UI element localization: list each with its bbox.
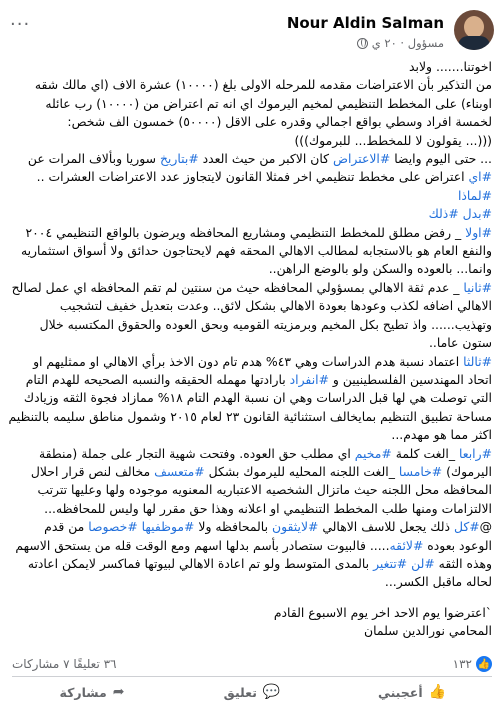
hashtag-link[interactable]: #مخيم — [354, 445, 392, 461]
hashtag-link[interactable]: #موظفيها — [141, 519, 195, 535]
hashtag-link[interactable]: #اي — [468, 169, 492, 185]
text-span: ... حتى اليوم وايضا — [390, 151, 492, 167]
text-span: اعتماد نسبة هدم الدراسات وهي ٤٣% هدم تام دون الاخذ برأي الاهالي او ممثليهم او اتحاد المهندسين الفلسطينيين و — [33, 353, 492, 387]
reactions-count: ١٣٢ — [452, 657, 472, 671]
post-meta — [357, 36, 444, 50]
text-span: ذلك يجعل للاسف الاهالي — [318, 519, 454, 535]
post-paragraph — [8, 279, 492, 353]
text-span: بالمدى المتوسط ولو تم اعادة الاهالي لبيوتها فماكسر لايمكن اعادته لحاله ماقبل الكسر... — [27, 555, 492, 590]
post-paragraph — [8, 555, 492, 592]
comment-label: تعليق — [223, 684, 257, 700]
hashtag-link[interactable]: #بتاريخ — [159, 151, 199, 167]
text-span: اي مطلب حق العوده. وفتحت شهية التجار على جملة (منطقة اليرموك) — [38, 445, 492, 479]
comments-shares-count[interactable]: ٣٦ تعليقًا ٧ مشاركات — [12, 657, 117, 671]
hashtag-link[interactable]: #ذلك — [428, 206, 459, 222]
divider — [12, 676, 492, 677]
post-paragraph: (((... يقولون لا للمخطط... للبرموك))) — [294, 132, 492, 148]
post-paragraph — [8, 518, 492, 555]
text-span: @ — [479, 519, 492, 535]
text-span: من قدم الوعود بعوده — [44, 519, 492, 553]
like-icon: 👍 — [428, 684, 447, 700]
share-label: مشاركة — [59, 684, 107, 700]
action-bar — [12, 678, 492, 706]
more-options-icon[interactable]: ··· — [10, 14, 31, 35]
text-span: _الغت كلمة — [391, 445, 459, 461]
text-span: _ رفض مطلق للمخطط التنظيمي ومشاريع المحافظه ويرضون بالواقع التنظيمي ٢٠٠٤ والنفع العام هو بالاستجابه لمطالب الاهالي المحقه فهم لايحتاجون حدائق ولا أسواق استثماريه وانما... بالعوده والسكن ولو بالوضع الراهن.. — [20, 224, 492, 277]
share-icon: ➦ — [112, 684, 125, 700]
like-reaction-icon: 👍 — [476, 656, 492, 672]
text-span: اعتراض على مخطط تنظيمي اخر فمثلا القانون لايتجاوز عدد الاعتراضات العشرات .. — [36, 169, 469, 185]
post-paragraph — [8, 224, 492, 279]
hashtag-link[interactable]: #لن — [411, 555, 435, 571]
like-label: أعجبني — [377, 684, 423, 700]
hashtag-link[interactable]: #كل — [453, 519, 480, 535]
text-span: سوريا وبألاف المرات عن — [27, 151, 160, 167]
hashtag-link[interactable]: #انفراد — [289, 371, 329, 387]
hashtag-link[interactable]: #ثالثا — [463, 353, 492, 369]
text-span: بارادتها مهمله الحقيقه والنسبه الصحيحه للهدم التام التي توصلت هي لها قبل الدراسات وهي ان نسبة الهدم التام ١٨% ممازاد فجوة الثقه وزيادك مساحة تطبيق التنظيم بمايخالف استثنائية القانون ٢٣ لعام ٢٠١٥ وشمول مناطق سليمه بالتنظيم اكثر مما هو مهدم... — [8, 371, 492, 443]
share-button[interactable] — [12, 678, 172, 706]
hashtag-link[interactable]: #لائقه — [389, 537, 424, 553]
post-paragraph: `اعترضوا يوم الاحد اخر يوم الاسبوع القادم — [273, 604, 492, 620]
text-span: مخالف لنص قرار احلال المحافظه محل اللجنه حيث ماتزال الشخصيه الاعتباريه المعنويه موجوده ولها وعليها تترتب الالتزامات ومنها طلب المخطط التنظيمي او اعلانه وهذا حق مقرر لها وليس للمحافظه... — [30, 463, 492, 516]
hashtag-link[interactable]: #خصوصا — [88, 519, 138, 535]
globe-icon — [357, 38, 368, 49]
post-paragraph: اخوتنا....... ولابد — [409, 59, 492, 74]
post-stats — [12, 656, 492, 676]
text-span: ..... فالبيوت ستصادر بأسم بدلها اسهم ومع الوقت قله من يستحق الاسهم — [15, 537, 390, 553]
hashtag-link[interactable]: #بدل — [462, 206, 492, 222]
hashtag-link[interactable]: #تتغير — [373, 555, 408, 571]
hashtag-link[interactable]: #خامسا — [398, 463, 443, 479]
post-paragraph — [8, 353, 492, 445]
hashtag-link[interactable]: #ثانيا — [463, 279, 492, 295]
reactions-summary[interactable] — [453, 656, 492, 672]
comment-button[interactable] — [172, 678, 332, 706]
post-paragraph — [8, 150, 492, 224]
hashtag-link[interactable]: #لماذا — [457, 187, 492, 203]
hashtag-link[interactable]: #اولا — [465, 224, 492, 240]
text-span: وهذه الثقه — [434, 555, 492, 571]
avatar-face — [464, 16, 484, 38]
post-paragraph — [8, 445, 492, 519]
hashtag-link[interactable]: #لايثقون — [271, 519, 319, 535]
post-meta-text[interactable]: مسؤول · ٢٠ ي — [371, 36, 444, 50]
text-span: _ عدم ثقة الاهالي بمسؤولي المحافظه حيث من سنتين لم تقم المحافظه اي عمل لصالح الاهالي اضافه لكذب وعودها بعودة الاهالي بشكل لائق.. وعدت بتعديل خفيف لتشجيب وتهذيب...... واذ تطيح بكل المخيم وبرمزيته القوميه وبحق العوده والحقوق المكتسبه خلال ستون عاما.. — [11, 279, 492, 351]
hashtag-link[interactable]: #رابعا — [458, 445, 492, 461]
text-span: _الغت اللجنه المحليه لليرموك بشكل — [204, 463, 399, 479]
text-span: كان الاكبر من حيث العدد — [198, 151, 333, 167]
post-header — [10, 6, 494, 58]
post-signature: المحامي نورالدين سلمان — [364, 623, 492, 639]
author-name[interactable]: Nour Aldin Salman — [286, 14, 444, 32]
like-button[interactable] — [332, 678, 492, 706]
avatar-suit — [458, 36, 490, 50]
hashtag-link[interactable]: #الاعتراض — [332, 151, 391, 167]
comment-icon: 💬 — [262, 684, 281, 700]
post-paragraph: من التذكير بأن الاعتراضات مقدمه للمرحله الاولى بلغ (١٠٠٠٠) عشرة الاف (اي مالك شقه اوبناء) على المخطط التنظيمي لمخيم اليرموك اي انه تم اعتراض من (١٠٠٠٠) رب عائله لخمسة افراد وسطي بواقع اجمالي وقدره على الاقل (٥٠٠٠٠) خمسون الف شخص: — [34, 77, 492, 130]
text-span: بالمحافظه ولا — [194, 519, 272, 535]
post-body — [8, 58, 492, 641]
avatar[interactable] — [454, 10, 494, 50]
hashtag-link[interactable]: #متعسف — [154, 463, 205, 479]
